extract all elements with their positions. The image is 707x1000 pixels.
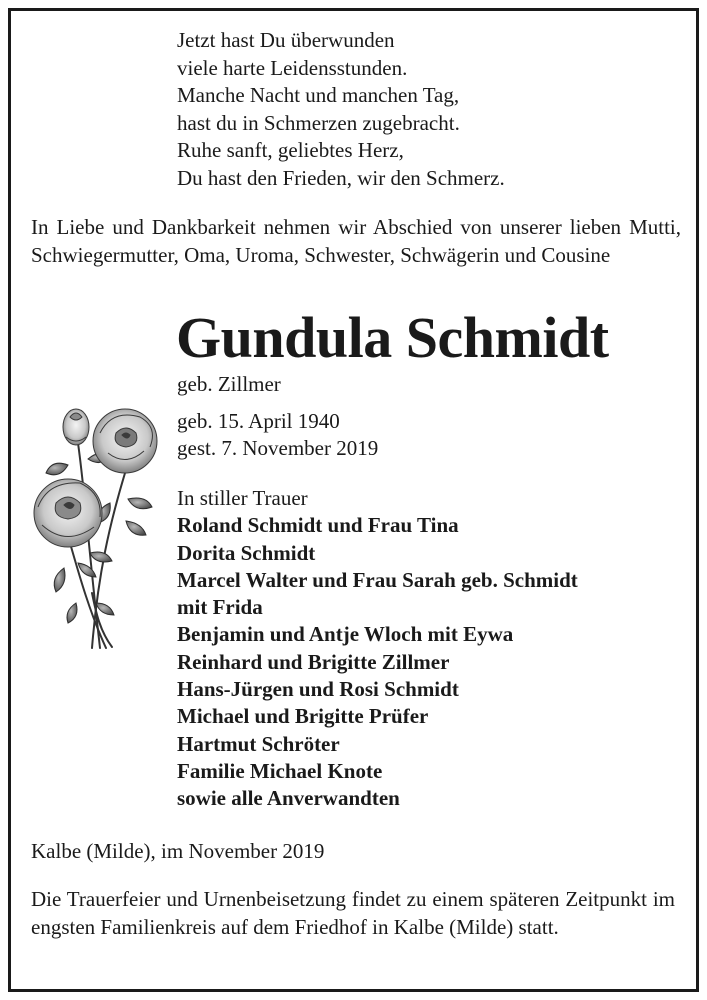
roses-illustration	[30, 403, 168, 653]
mourner-entry: Reinhard und Brigitte Zillmer	[177, 649, 450, 674]
poem-line: Jetzt hast Du überwunden	[177, 28, 395, 52]
mourner-entry: Michael und Brigitte Prüfer	[177, 704, 429, 729]
funeral-notice: Die Trauerfeier und Urnenbeisetzung findet zu einem späteren Zeitpunkt im engsten Familienkreis auf dem Friedhof in Kalbe (Milde) statt.	[31, 887, 675, 939]
mourner-entry: Benjamin und Antje Wloch mit Eywa	[177, 622, 514, 647]
mourner-entry: Marcel Walter und Frau Sarah geb. Schmidt	[177, 567, 578, 592]
mourner-entry: Roland Schmidt und Frau Tina	[177, 513, 459, 538]
mourner-entry: Familie Michael Knote	[177, 758, 383, 783]
mourners-lead: In stiller Trauer	[177, 486, 308, 510]
mourner-entry: Hans-Jürgen und Rosi Schmidt	[177, 677, 459, 702]
mourners-list	[177, 485, 578, 813]
life-dates	[177, 408, 378, 462]
death-date: gest. 7. November 2019	[177, 436, 379, 460]
farewell-intro: In Liebe und Dankbarkeit nehmen wir Abschied von unserer lieben Mutti, Schwiegermutter, Oma, Uroma, Schwester, Schwägerin und Cousine	[31, 215, 681, 267]
poem-line: hast du in Schmerzen zugebracht.	[177, 110, 460, 135]
mourner-entry: mit Frida	[177, 595, 263, 620]
birth-name: geb. Zillmer	[177, 372, 281, 396]
mourner-entry: sowie alle Anverwandten	[177, 786, 400, 811]
mourner-entry: Dorita Schmidt	[177, 540, 316, 565]
birth-date: geb. 15. April 1940	[177, 409, 340, 433]
place-and-date: Kalbe (Milde), im November 2019	[31, 839, 325, 863]
poem-line: Manche Nacht und manchen Tag,	[177, 83, 460, 108]
memorial-poem	[177, 27, 505, 193]
mourner-entry: Hartmut Schröter	[177, 731, 340, 756]
poem-line: viele harte Leidensstunden.	[177, 55, 408, 80]
poem-line: Ruhe sanft, geliebtes Herz,	[177, 138, 404, 163]
poem-line: Du hast den Frieden, wir den Schmerz.	[177, 165, 505, 190]
deceased-name: Gundula Schmidt	[176, 305, 609, 370]
